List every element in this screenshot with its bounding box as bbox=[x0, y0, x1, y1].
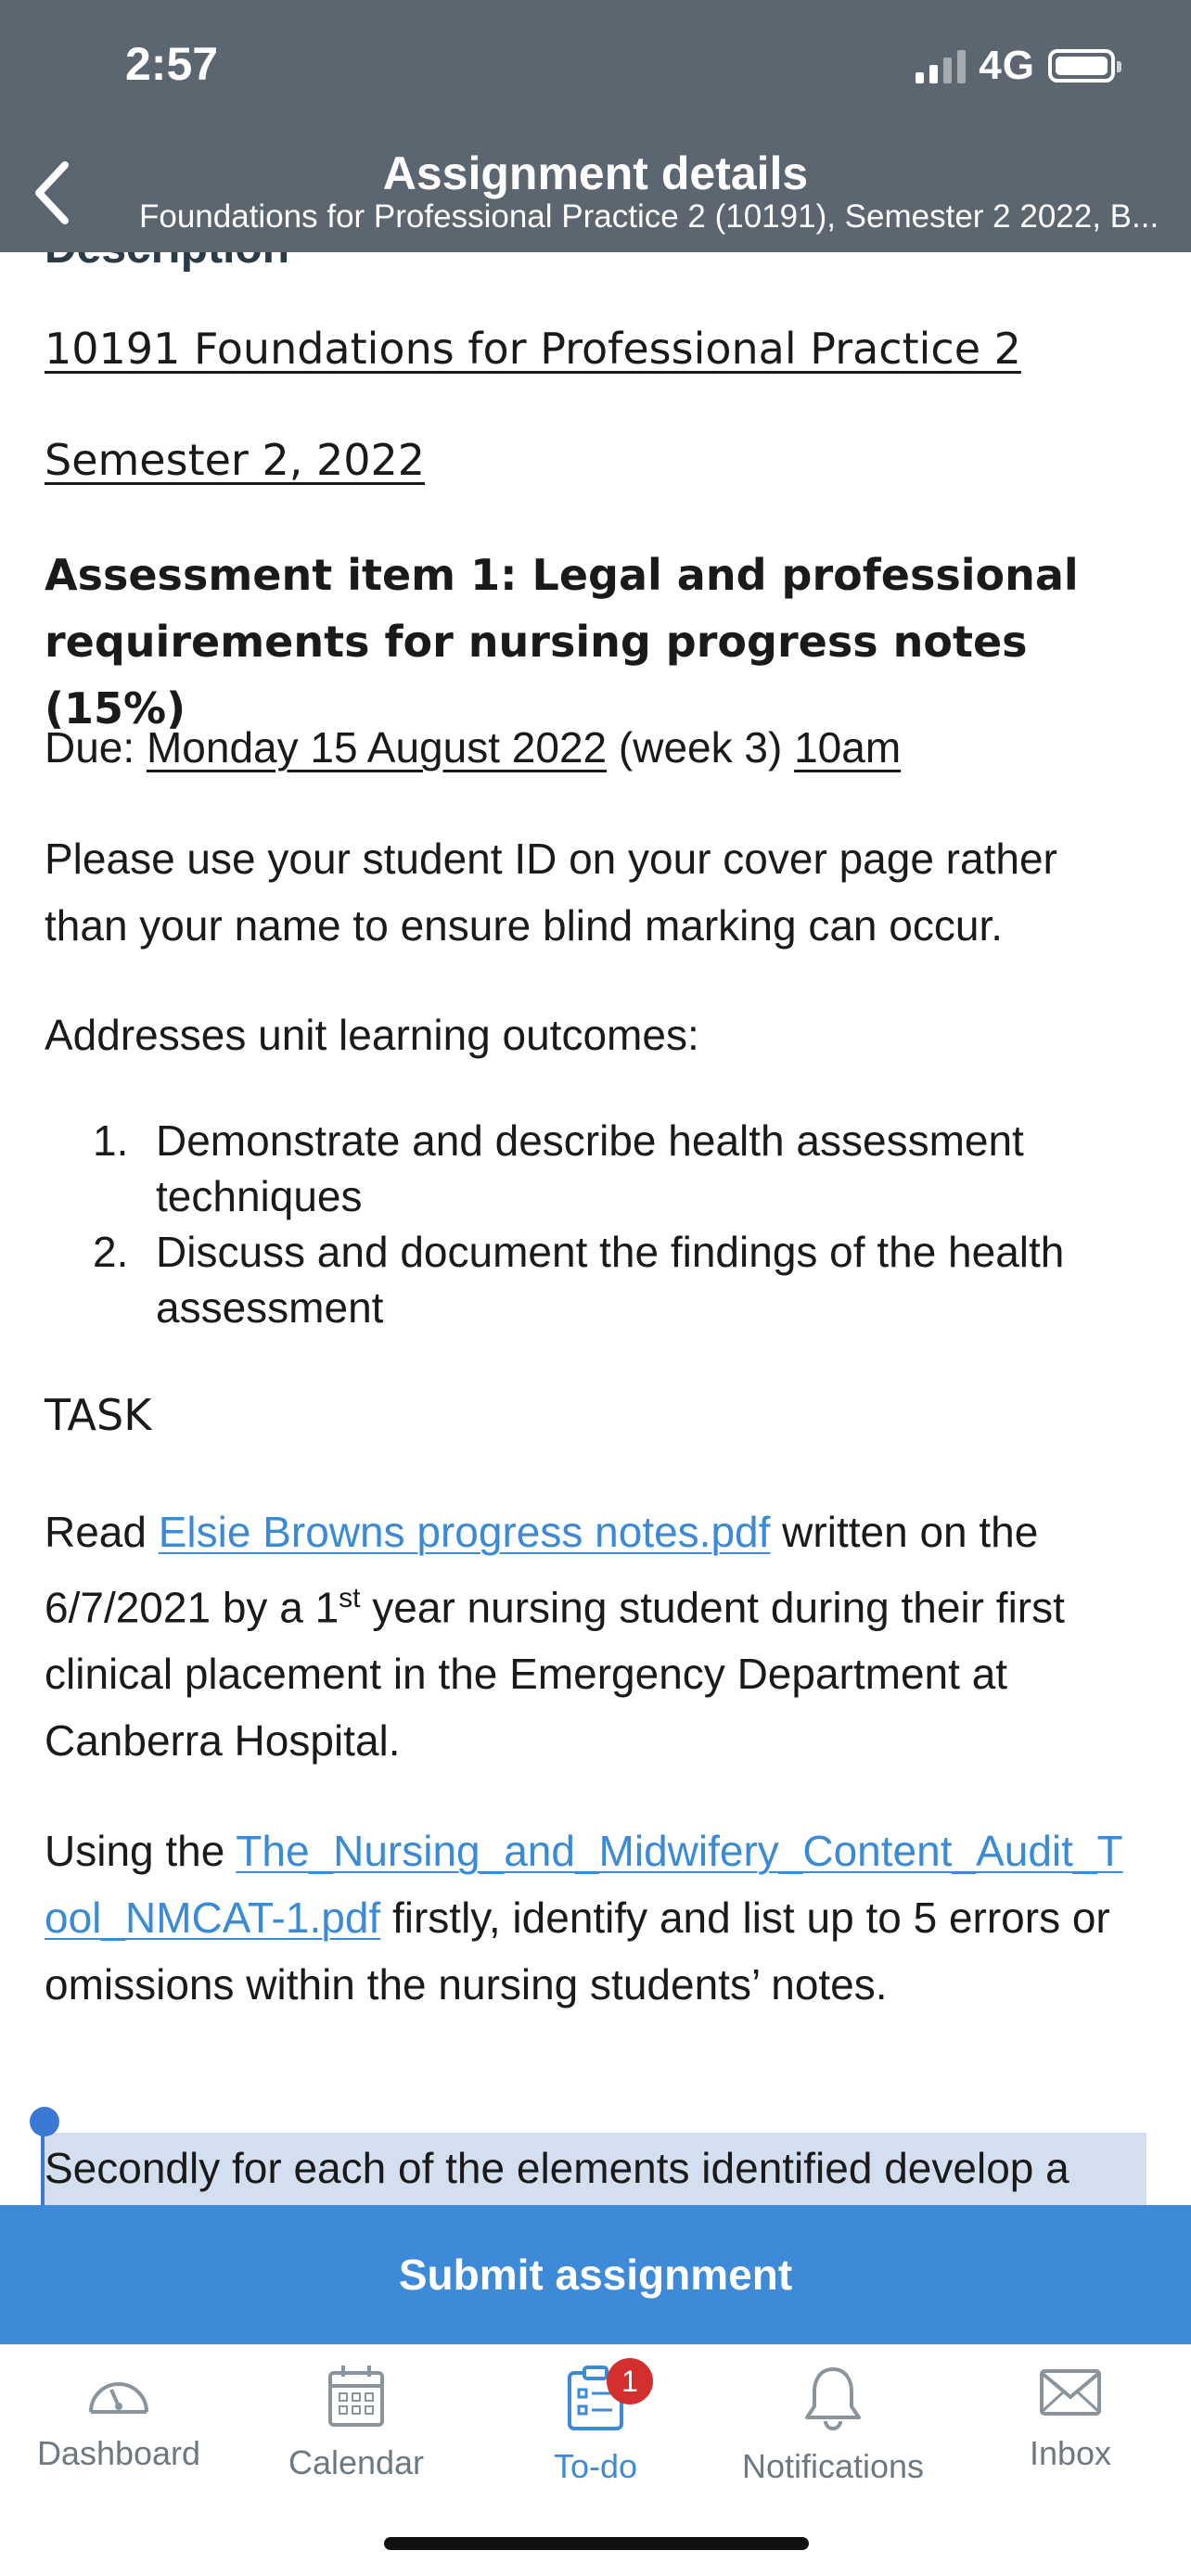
assessment-title: Assessment item 1: Legal and professional requirements for nursing progress notes (15%) bbox=[45, 550, 1079, 733]
unit-title: 10191 Foundations for Professional Practice 2 bbox=[45, 324, 1021, 374]
audit-tool-link[interactable]: The_Nursing_and_Midwifery_Content_Audit_Tool_NMCAT-1.pdf bbox=[45, 1827, 1123, 1942]
student-id-note: Please use your student ID on your cover page rather than your name to ensure blind marking can occur. bbox=[45, 835, 1057, 950]
course-subtitle: Foundations for Professional Practice 2 (10191), Semester 2 2022, B... bbox=[139, 198, 1159, 235]
tab-dashboard[interactable]: Dashboard bbox=[17, 2364, 221, 2473]
outcomes-list bbox=[93, 1113, 1132, 1335]
tab-calendar[interactable]: Calendar bbox=[254, 2364, 458, 2482]
selected-text[interactable]: Secondly for each of the elements identified develop a bbox=[45, 2144, 1069, 2192]
signal-icon bbox=[916, 48, 966, 83]
assignment-description bbox=[0, 204, 1191, 2207]
tab-inbox[interactable]: Inbox bbox=[968, 2364, 1172, 2473]
selection-caret[interactable] bbox=[41, 2131, 45, 2207]
status-time: 2:57 bbox=[125, 38, 219, 90]
envelope-icon bbox=[1038, 2364, 1103, 2419]
due-line bbox=[45, 714, 1148, 781]
status-icons bbox=[916, 43, 1115, 89]
dashboard-icon bbox=[83, 2364, 154, 2419]
list-item: 2. Discuss and document the findings of the health assessment bbox=[93, 1228, 1065, 1332]
header bbox=[0, 0, 1191, 252]
todo-badge: 1 bbox=[607, 2358, 653, 2404]
task-heading: TASK bbox=[45, 1390, 152, 1440]
due-week: (week 3) bbox=[607, 723, 795, 772]
due-prefix: Due: bbox=[45, 723, 147, 772]
task-paragraph: Read Elsie Browns progress notes.pdf written on the 6/7/2021 by a 1st year nursing student during their first clinical placement in the Emergency Department at Canberra Hospital. bbox=[45, 1508, 1065, 1766]
tab-todo[interactable]: 1 To-do bbox=[493, 2364, 698, 2486]
page-title: Assignment details bbox=[382, 147, 809, 199]
list-item: 1. Demonstrate and describe health assessment techniques bbox=[93, 1116, 1024, 1220]
due-time: 10am bbox=[794, 723, 902, 772]
due-date: Monday 15 August 2022 bbox=[146, 723, 608, 772]
bell-icon bbox=[803, 2364, 863, 2432]
battery-icon bbox=[1048, 49, 1115, 83]
tab-notifications[interactable]: Notifications bbox=[731, 2364, 935, 2486]
outcomes-intro: Addresses unit learning outcomes: bbox=[45, 1011, 699, 1059]
audit-paragraph: Using the The_Nursing_and_Midwifery_Content_Audit_Tool_NMCAT-1.pdf firstly, identify and list up to 5 errors or omissions within the nursing students’ notes. bbox=[45, 1827, 1123, 2009]
calendar-icon bbox=[327, 2364, 386, 2429]
home-indicator[interactable] bbox=[384, 2537, 809, 2550]
network-type: 4G bbox=[979, 43, 1035, 88]
semester-label: Semester 2, 2022 bbox=[45, 435, 426, 485]
progress-notes-link[interactable]: Elsie Browns progress notes.pdf bbox=[158, 1508, 771, 1556]
selection-handle[interactable] bbox=[30, 2107, 59, 2136]
submit-assignment-button[interactable]: Submit assignment bbox=[0, 2205, 1191, 2344]
